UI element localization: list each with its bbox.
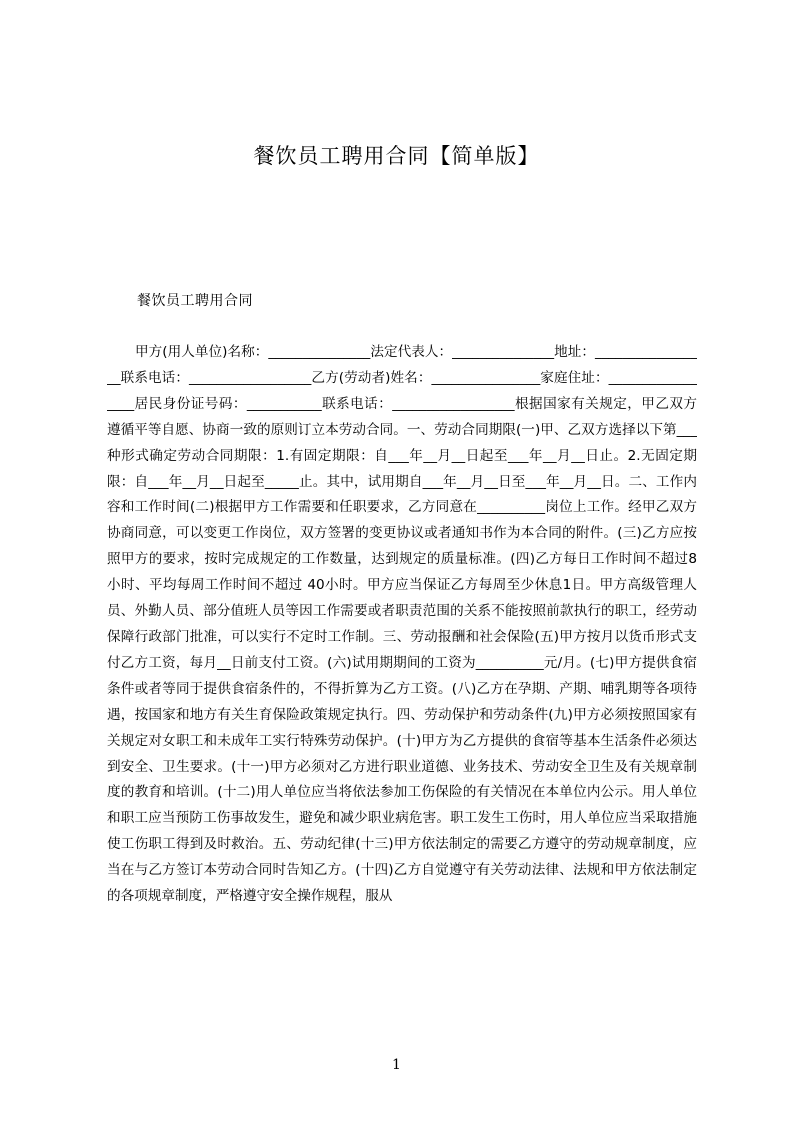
contract-body-paragraph: 甲方(用人单位)名称：_______________法定代表人：_______________地址：_________________联系电话：__________________乙方(劳动者)姓名：________________家庭住址：_________________居民身份证号码：___________联系电话：__________________根据国家有关规定，甲乙双方遵循平等自愿、协商一致的原则订立本劳动合同。一、劳动合同期限(一)甲、乙双方选择以下第___种形式确定劳动合同期限：1.有固定期限：自___年__月__日起至___年__月__日止。2.无固定期限：自___年__月__日起至_____止。其中，试用期自___年__月__日至___年__月__日。二、工作内容和工作时间(二)根据甲方工作需要和任职要求，乙方同意在__________岗位上工作。经甲乙双方协商同意，可以变更工作岗位，双方签署的变更协议或者通知书作为本合同的附件。(三)乙方应按照甲方的要求，按时完成规定的工作数量，达到规定的质量标准。(四)乙方每日工作时间不超过8小时、平均每周工作时间不超过 40小时。甲方应当保证乙方每周至少休息1日。甲方高级管理人员、外勤人员、部分值班人员等因工作需要或者职责范围的关系不能按照前款执行的职工，经劳动保障行政部门批准，可以实行不定时工作制。三、劳动报酬和社会保险(五)甲方按月以货币形式支付乙方工资，每月__日前支付工资。(六)试用期期间的工资为__________元/月。(七)甲方提供食宿条件或者等同于提供食宿条件的，不得折算为乙方工资。(八)乙方在孕期、产期、哺乳期等各项待遇，按国家和地方有关生育保险政策规定执行。四、劳动保护和劳动条件(九)甲方必须按照国家有关规定对女职工和未成年工实行特殊劳动保护。(十)甲方为乙方提供的食宿等基本生活条件必须达到安全、卫生要求。(十一)甲方必须对乙方进行职业道德、业务技术、劳动安全卫生及有关规章制度的教育和培训。(十二)用人单位应当将依法参加工伤保险的有关情况在本单位内公示。用人单位和职工应当预防工伤事故发生，避免和减少职业病危害。职工发生工伤时，用人单位应当采取措施使工伤职工得到及时救治。五、劳动纪律(十三)甲方依法制定的需要乙方遵守的劳动规章制度，应当在与乙方签订本劳动合同时告知乙方。(十四)乙方自觉遵守有关劳动法律、法规和甲方依法制定的各项规章制度，严格遵守安全操作规程，服从 <box>107 344 697 905</box>
page-title: 餐饮员工聘用合同【简单版】 <box>253 144 540 168</box>
page-number: 1 <box>392 1057 401 1073</box>
contract-subtitle: 餐饮员工聘用合同 <box>137 293 253 309</box>
